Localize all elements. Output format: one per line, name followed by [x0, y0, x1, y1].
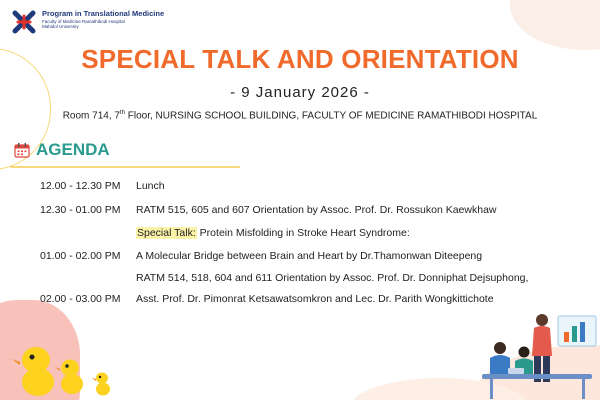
duck-icon	[92, 373, 110, 396]
logo-subtitle: Faculty of Medicine Ramathibodi Hospital	[42, 18, 125, 24]
venue-prefix: Room 714, 7	[62, 110, 120, 122]
agenda-description: A Molecular Bridge between Brain and Heart by Dr.Thamonwan Diteepeng	[136, 250, 483, 262]
logo-subtitle-2: Mahidol University	[42, 24, 79, 29]
agenda-time: 12.00 - 12.30 PM	[40, 180, 121, 192]
agenda-description: Asst. Prof. Dr. Pimonrat Ketsawatsomkron and Lec. Dr. Parith Wongkittichote	[136, 293, 494, 305]
program-logo-icon	[12, 10, 36, 34]
special-talk-label: Special Talk:	[137, 227, 196, 239]
agenda-time: 02.00 - 03.00 PM	[40, 293, 121, 305]
agenda-time: 12.30 - 01.00 PM	[40, 204, 121, 216]
presenter-figure	[532, 314, 552, 382]
agenda-label: AGENDA	[36, 140, 110, 159]
page-title: SPECIAL TALK AND ORIENTATION	[81, 44, 519, 74]
decorative-blob-top-right	[510, 0, 600, 50]
attendee-figure	[490, 342, 510, 374]
event-date: - 9 January 2026 -	[230, 84, 370, 101]
agenda-description	[136, 227, 410, 239]
agenda-time: 01.00 - 02.00 PM	[40, 250, 121, 262]
duck-icon	[12, 347, 54, 396]
event-venue	[0, 110, 600, 121]
agenda-divider	[10, 166, 240, 168]
agenda-description: Lunch	[136, 180, 165, 192]
venue-suffix: Floor, NURSING SCHOOL BUILDING, FACULTY OF MEDICINE RAMATHIBODI HOSPITAL	[124, 110, 538, 122]
ducks-illustration	[10, 338, 120, 400]
logo-title: Program in Translational Medicine	[42, 9, 165, 18]
duck-icon	[55, 360, 83, 395]
program-logo	[12, 10, 164, 34]
venue-ordinal: th	[119, 110, 125, 116]
team-meeting-illustration	[478, 308, 600, 400]
agenda-description: RATM 514, 518, 604 and 611 Orientation by Assoc. Prof. Dr. Donniphat Dejsuphong,	[136, 272, 529, 284]
agenda-description: RATM 515, 605 and 607 Orientation by Assoc. Prof. Dr. Rossukon Kaewkhaw	[136, 204, 497, 216]
special-talk-title: Protein Misfolding in Stroke Heart Syndrome:	[196, 227, 410, 239]
agenda-heading	[14, 140, 110, 160]
calendar-icon	[14, 142, 30, 158]
